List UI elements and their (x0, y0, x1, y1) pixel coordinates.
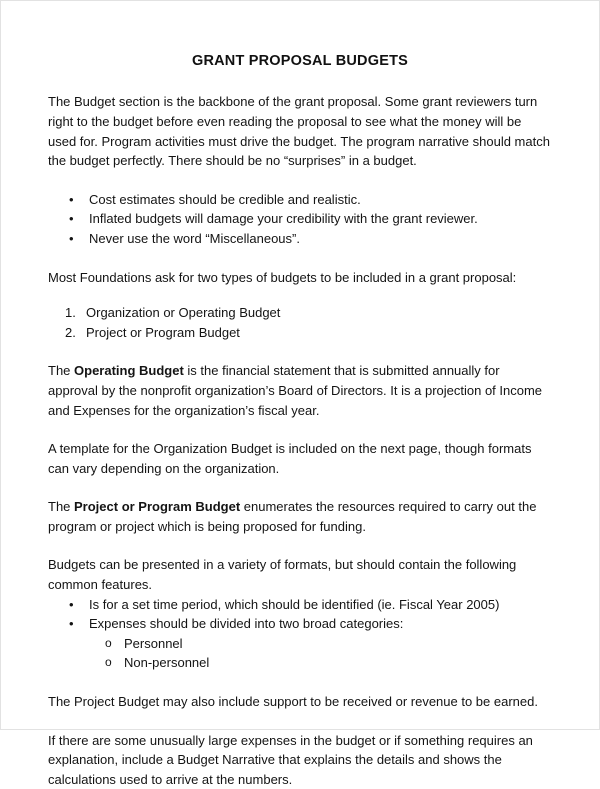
operating-budget-term: Operating Budget (74, 363, 184, 379)
spacer (48, 536, 552, 555)
project-budget-rest: enumerates the resources required to carry out the program or project which is being proposed for funding. (48, 499, 537, 534)
list-item: o Non-personnel (48, 653, 552, 673)
support-paragraph: The Project Budget may also include support to be received or revenue to be earned. (48, 694, 538, 710)
spacer (48, 171, 552, 190)
project-budget-term: Project or Program Budget (74, 499, 241, 515)
spacer (48, 478, 552, 497)
spacer (48, 712, 552, 731)
list-item: • Expenses should be divided into two broad categories: (48, 614, 552, 634)
list-item: • Cost estimates should be credible and realistic. (48, 190, 552, 210)
operating-budget-lead: The (48, 363, 75, 379)
project-budget-lead: The (48, 499, 75, 515)
budget-types-numbered-list (48, 303, 552, 342)
page-title: GRANT PROPOSAL BUDGETS (191, 53, 408, 69)
spacer (48, 342, 552, 361)
formats-lead-paragraph: Budgets can be presented in a variety of formats, but should contain the following common features. (48, 557, 517, 593)
format-bullet-list (48, 595, 552, 634)
list-item: Organization or Operating Budget (86, 305, 281, 321)
tips-bullet-list (48, 190, 552, 249)
narrative-paragraph: If there are some unusually large expenses in the budget or if something requires an explanation, include a Budget Narrative that explains the details and shows the calculations used to arrive at the numbers. (48, 732, 533, 787)
spacer (48, 287, 552, 303)
list-item: o Personnel (48, 634, 552, 654)
foundations-lead-paragraph: Most Foundations ask for two types of budgets to be included in a grant proposal: (48, 269, 517, 285)
operating-budget-rest: is the financial statement that is submitted annually for approval by the nonprofit organization’s Board of Directors. It is a projection of Income and Expenses for the organization’s fiscal year. (48, 363, 543, 418)
project-budget-paragraph (48, 497, 552, 536)
template-paragraph: A template for the Organization Budget is included on the next page, though formats can vary depending on the organization. (48, 441, 532, 476)
list-item: • Never use the word “Miscellaneous”. (48, 229, 552, 249)
list-item: Project or Program Budget (86, 324, 240, 340)
intro-paragraph: The Budget section is the backbone of the grant proposal. Some grant reviewers turn right to the budget before even reading the proposal to see what the money will be used for. Program activities must drive the budget. The program narrative should match the budget perfectly. There should be no “surprises” in a budget. (48, 94, 550, 169)
list-item: • Is for a set time period, which should be identified (ie. Fiscal Year 2005) (48, 595, 552, 615)
spacer (48, 249, 552, 268)
list-item: • Inflated budgets will damage your credibility with the grant reviewer. (48, 209, 552, 229)
operating-budget-paragraph (48, 361, 552, 420)
expense-categories-list (48, 634, 552, 673)
spacer (48, 673, 552, 692)
spacer (48, 420, 552, 439)
